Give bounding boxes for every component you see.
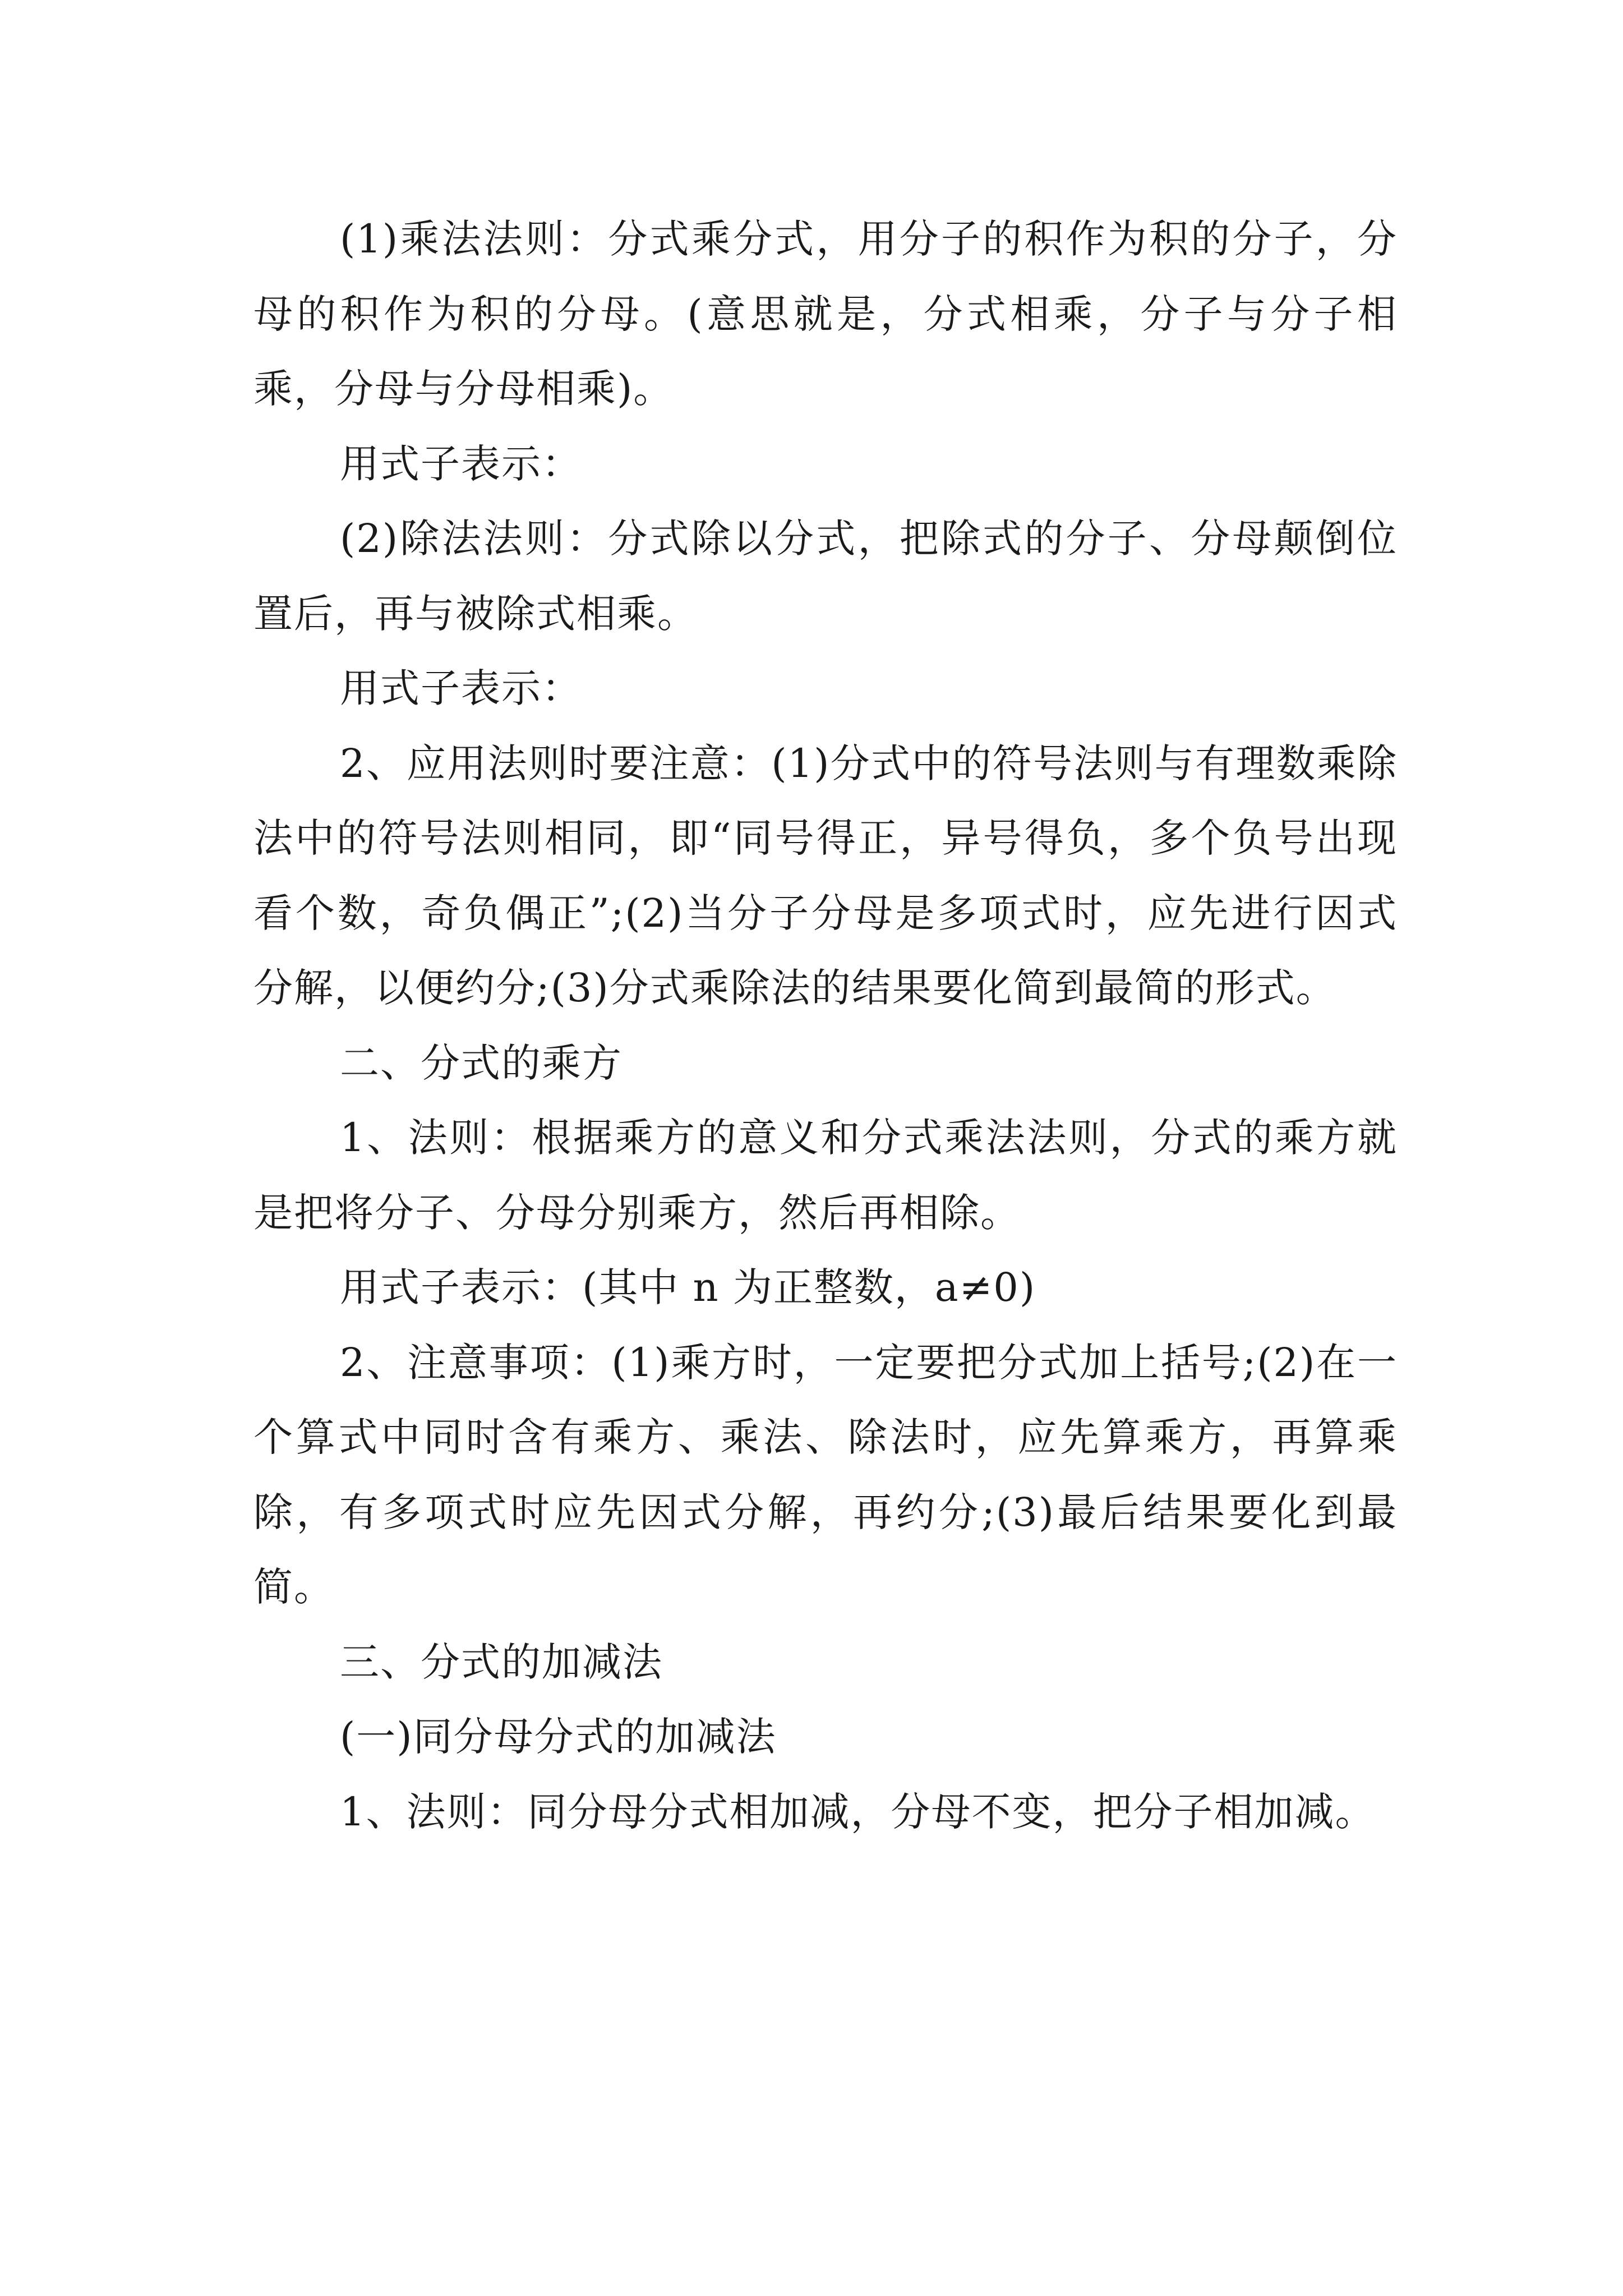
paragraph-formula-label-1: 用式子表示：: [340, 440, 582, 487]
paragraph-addition-rule: 1、法则：同分母分式相加减，分母不变，把分子相加减。: [340, 1788, 1376, 1835]
section-heading-power: 二、分式的乘方: [340, 1039, 623, 1086]
document-body: [253, 202, 1398, 1849]
paragraph-power-notes: 2、注意事项：(1)乘方时，一定要把分式加上括号;(2)在一个算式中同时含有乘方、乘法、除法时，应先算乘方，再算乘除，有多项式时应先因式分解，再约分;(3)最后结果要化到最简。: [253, 1339, 1398, 1610]
paragraph-power-rule: 1、法则：根据乘方的意义和分式乘法法则，分式的乘方就是把将分子、分母分别乘方，然后再相除。: [253, 1115, 1398, 1236]
paragraph-formula-label-3: 用式子表示：(其中 n 为正整数，a≠0): [340, 1264, 1036, 1310]
paragraph-multiplication-rule: (1)乘法法则：分式乘分式，用分子的积作为积的分子，分母的积作为积的分母。(意思就是，分式相乘，分子与分子相乘，分母与分母相乘)。: [253, 216, 1398, 412]
paragraph-formula-label-2: 用式子表示：: [340, 665, 582, 711]
section-heading-addition: 三、分式的加减法: [340, 1639, 663, 1685]
subsection-heading-same-denominator: (一)同分母分式的加减法: [340, 1714, 777, 1760]
paragraph-division-rule: (2)除法法则：分式除以分式，把除式的分子、分母颠倒位置后，再与被除式相乘。: [253, 516, 1398, 637]
paragraph-rule-notes: 2、应用法则时要注意：(1)分式中的符号法则与有理数乘除法中的符号法则相同，即“同号得正，异号得负，多个负号出现看个数，奇负偶正”;(2)当分子分母是多项式时，应先进行因式分解，以便约分;(3)分式乘除法的结果要化简到最简的形式。: [253, 740, 1398, 1011]
